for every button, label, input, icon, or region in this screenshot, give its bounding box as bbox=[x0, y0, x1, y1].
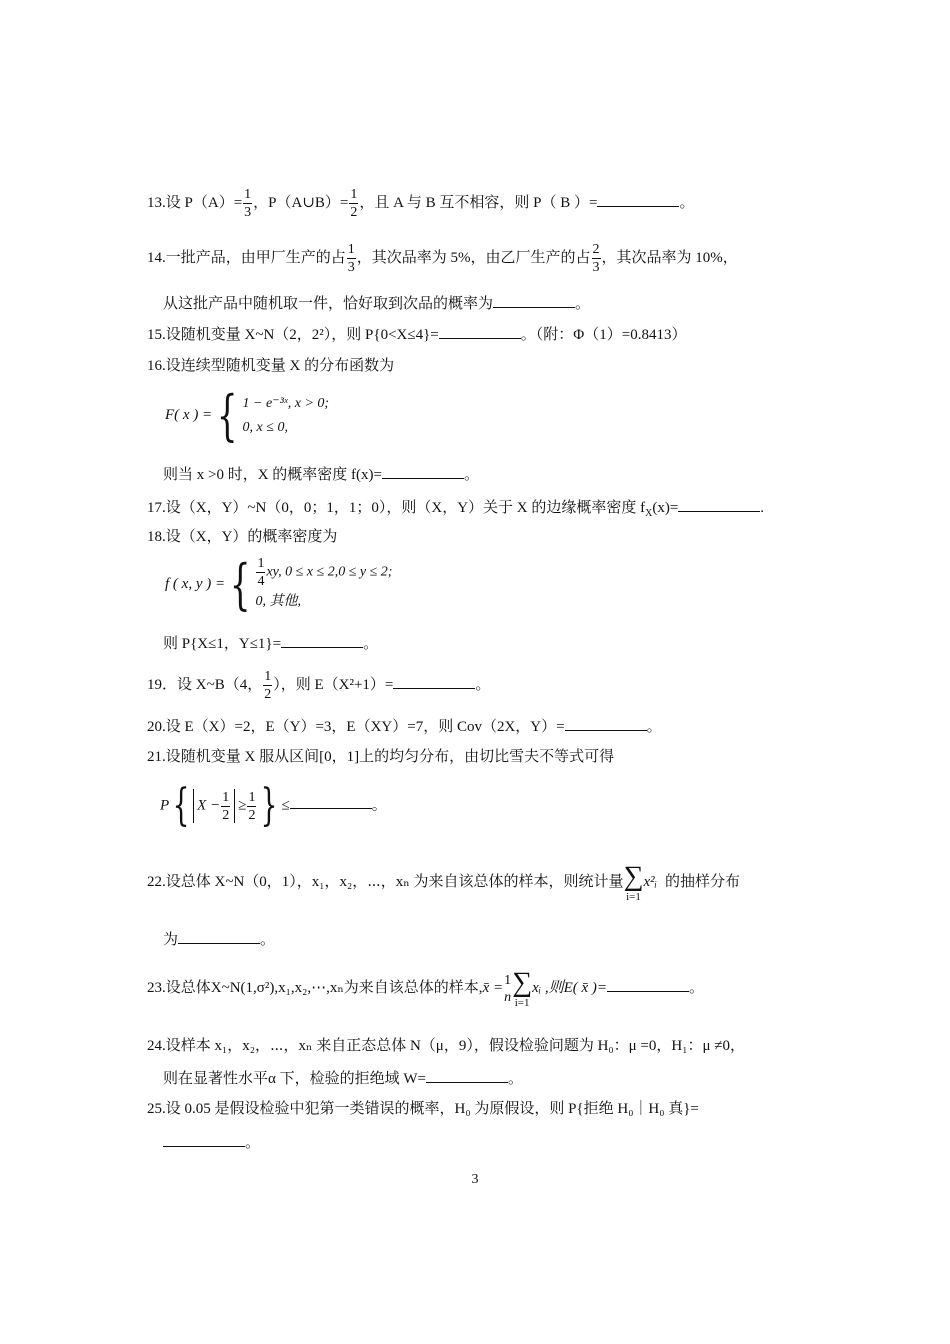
q19-end: 。 bbox=[475, 676, 491, 693]
piecewise-cases bbox=[255, 555, 392, 614]
sum-term: x²ᵢ bbox=[643, 874, 657, 890]
question-18 bbox=[147, 527, 337, 547]
summation bbox=[512, 966, 533, 1009]
q24-b: 则在显著性水平α 下，检验的拒绝域 W= bbox=[163, 1071, 426, 1087]
frac-den: 2 bbox=[350, 205, 358, 220]
frac-num: 1 bbox=[222, 789, 230, 805]
answer-blank[interactable] bbox=[678, 497, 760, 512]
q21-formula bbox=[160, 779, 387, 833]
q16-title: 16.设连续型随机变量 X 的分布函数为 bbox=[147, 358, 395, 374]
sigma-lower: i=1 bbox=[514, 996, 530, 1009]
q14-a: 14.一批产品，由甲厂生产的占 bbox=[147, 249, 346, 266]
q14-b: ，其次品率为 5%，由乙厂生产的占 bbox=[356, 249, 591, 266]
answer-blank[interactable] bbox=[178, 929, 260, 944]
frac-den: n bbox=[504, 989, 512, 1005]
fraction bbox=[243, 186, 252, 221]
q16-fx: F( x ) = bbox=[165, 407, 213, 423]
fraction bbox=[247, 789, 256, 824]
q23-end: 。 bbox=[689, 980, 705, 996]
q18-title: 18.设（X，Y）的概率密度为 bbox=[147, 529, 338, 545]
answer-blank[interactable] bbox=[439, 324, 521, 339]
frac-num: 1 bbox=[264, 669, 272, 684]
q19-b: ），则 E（X²+1）= bbox=[273, 676, 394, 693]
q22-a: 22.设总体 X~N（0，1），x₁，x₂，⋯，xₙ 为来自该总体的样本，则统计量 bbox=[147, 874, 624, 890]
question-15 bbox=[147, 324, 686, 345]
q21-ge: ≥ bbox=[238, 797, 247, 814]
frac-num: 1 bbox=[347, 242, 355, 257]
fraction bbox=[592, 241, 601, 276]
question-24 bbox=[147, 1036, 745, 1056]
frac-den: 3 bbox=[592, 260, 600, 275]
right-brace: } bbox=[261, 780, 278, 831]
answer-blank[interactable] bbox=[493, 293, 575, 308]
question-18-ask bbox=[163, 633, 378, 654]
case-2: 0, 其他, bbox=[255, 594, 301, 609]
fraction bbox=[263, 668, 272, 703]
case-2: 0, x ≤ 0, bbox=[242, 419, 288, 435]
answer-blank[interactable] bbox=[426, 1068, 508, 1083]
abs-bar bbox=[234, 789, 235, 823]
fraction bbox=[349, 186, 358, 221]
fraction bbox=[347, 241, 356, 276]
q15-tail: 。（附：Φ（1）=0.8413） bbox=[520, 327, 687, 343]
question-25-cont bbox=[163, 1132, 260, 1153]
q18-end: 。 bbox=[363, 636, 379, 652]
case-1: xy, 0 ≤ x ≤ 2,0 ≤ y ≤ 2; bbox=[266, 564, 393, 580]
answer-blank[interactable] bbox=[597, 192, 679, 207]
q14-end: 。 bbox=[575, 296, 591, 312]
frac-den: 2 bbox=[248, 807, 256, 823]
question-20 bbox=[147, 716, 662, 737]
question-23 bbox=[147, 968, 704, 1009]
q21-p: P bbox=[160, 797, 170, 814]
q23-a: 23.设总体X~N(1,σ²),x₁,x₂,⋯,xₙ为来自该总体的样本, bbox=[147, 980, 483, 996]
frac-num: 2 bbox=[592, 242, 600, 257]
summation bbox=[623, 860, 644, 903]
fraction bbox=[504, 972, 511, 1006]
sigma-symbol: ∑ bbox=[623, 860, 644, 892]
answer-blank[interactable] bbox=[565, 716, 647, 731]
q13-mid: ，且 A 与 B 互不相容，则 P（ B ）= bbox=[359, 194, 598, 211]
q19-a: 19．设 X~B（4， bbox=[147, 676, 263, 693]
q21-end: 。 bbox=[371, 797, 387, 814]
question-16-ask bbox=[163, 464, 479, 485]
answer-blank[interactable] bbox=[382, 464, 464, 479]
question-17 bbox=[147, 497, 764, 524]
q17-tail: (x)= bbox=[652, 500, 679, 516]
answer-blank[interactable] bbox=[607, 977, 689, 992]
left-brace: { bbox=[172, 780, 190, 831]
q21-xm: X − bbox=[197, 797, 221, 814]
q16-ask: 则当 x >0 时，X 的概率密度 f(x)= bbox=[163, 467, 382, 483]
q16-end: 。 bbox=[464, 467, 480, 483]
question-22 bbox=[147, 862, 740, 903]
q24-a: 24.设样本 x₁，x₂，⋯，xₙ 来自正态总体 N（μ，9），假设检验问题为 H₀：μ =0，H₁：μ ≠0， bbox=[147, 1038, 745, 1054]
question-16 bbox=[147, 356, 394, 376]
q20-end: 。 bbox=[646, 719, 662, 735]
frac-den: 2 bbox=[222, 807, 230, 823]
q18-ask: 则 P{X≤1，Y≤1}= bbox=[163, 636, 282, 652]
q13-end: 。 bbox=[679, 194, 695, 211]
q13-pa: P（A）= bbox=[184, 194, 243, 211]
question-13 bbox=[147, 186, 694, 221]
q14-c: ，其次品率为 10%， bbox=[601, 249, 738, 266]
q18-fx: f ( x, y ) = bbox=[165, 575, 226, 592]
frac-den: 3 bbox=[244, 205, 252, 220]
q24-end: 。 bbox=[507, 1071, 523, 1087]
q16-formula bbox=[165, 383, 330, 447]
question-25 bbox=[147, 1099, 699, 1119]
frac-den: 2 bbox=[264, 687, 272, 702]
answer-blank[interactable] bbox=[290, 794, 372, 809]
q22-c: 为 bbox=[163, 932, 179, 948]
question-21 bbox=[147, 747, 614, 767]
sigma-lower: i=1 bbox=[626, 890, 641, 903]
q22-end: 。 bbox=[260, 932, 276, 948]
q25-a: 25.设 0.05 是假设检验中犯第一类错误的概率，H₀ 为原假设，则 P{拒绝 H₀｜H₀ 真}= bbox=[147, 1101, 699, 1117]
frac-num: 1 bbox=[248, 789, 256, 805]
frac-den: 3 bbox=[347, 260, 355, 275]
sigma-symbol: ∑ bbox=[512, 966, 533, 998]
abs-bar bbox=[193, 789, 194, 823]
question-24-cont bbox=[163, 1068, 523, 1089]
q15-text: 15.设随机变量 X~N（2，2²），则 P{0<X≤4}= bbox=[147, 327, 439, 343]
case-1: 1 − e⁻³ˣ, x > 0; bbox=[242, 395, 330, 411]
q17-end: . bbox=[760, 500, 765, 516]
q14-d: 从这批产品中随机取一件，恰好取到次品的概率为 bbox=[163, 296, 494, 312]
q13-pab: ，P（A∪B）= bbox=[253, 194, 349, 211]
question-22-cont bbox=[163, 929, 275, 950]
q23-c: xᵢ ,则E( x̄ )= bbox=[532, 980, 608, 996]
q17-sub: X bbox=[645, 508, 653, 519]
answer-blank[interactable] bbox=[281, 633, 363, 648]
left-brace: { bbox=[229, 552, 251, 616]
question-14 bbox=[147, 241, 738, 276]
page-number: 3 bbox=[471, 1172, 479, 1187]
answer-blank[interactable] bbox=[393, 674, 475, 689]
frac-num: 1 bbox=[257, 556, 265, 571]
fraction bbox=[256, 555, 265, 590]
q22-b: 的抽样分布 bbox=[664, 874, 740, 890]
fraction bbox=[221, 789, 230, 824]
q25-end: 。 bbox=[245, 1135, 261, 1151]
q18-formula bbox=[165, 552, 393, 616]
q21-le: ≤ bbox=[281, 797, 290, 814]
frac-num: 1 bbox=[244, 187, 252, 202]
q13-prefix: 13.设 bbox=[147, 194, 185, 211]
left-brace: { bbox=[217, 383, 238, 447]
question-14-cont bbox=[163, 293, 590, 314]
frac-num: 1 bbox=[350, 187, 358, 202]
q21-title: 21.设随机变量 X 服从区间[0，1]上的均匀分布，由切比雪夫不等式可得 bbox=[147, 749, 615, 765]
q20-text: 20.设 E（X）=2，E（Y）=3，E（XY）=7，则 Cov（2X，Y）= bbox=[147, 719, 565, 735]
frac-den: 4 bbox=[257, 574, 265, 589]
q23-b: x̄ = bbox=[482, 980, 504, 996]
piecewise-cases bbox=[243, 392, 330, 440]
frac-num: 1 bbox=[504, 972, 512, 988]
answer-blank[interactable] bbox=[163, 1132, 245, 1147]
question-19 bbox=[147, 668, 490, 703]
q17-text: 17.设（X，Y）~N（0，0；1，1；0），则（X，Y）关于 X 的边缘概率密度 f bbox=[147, 500, 646, 516]
